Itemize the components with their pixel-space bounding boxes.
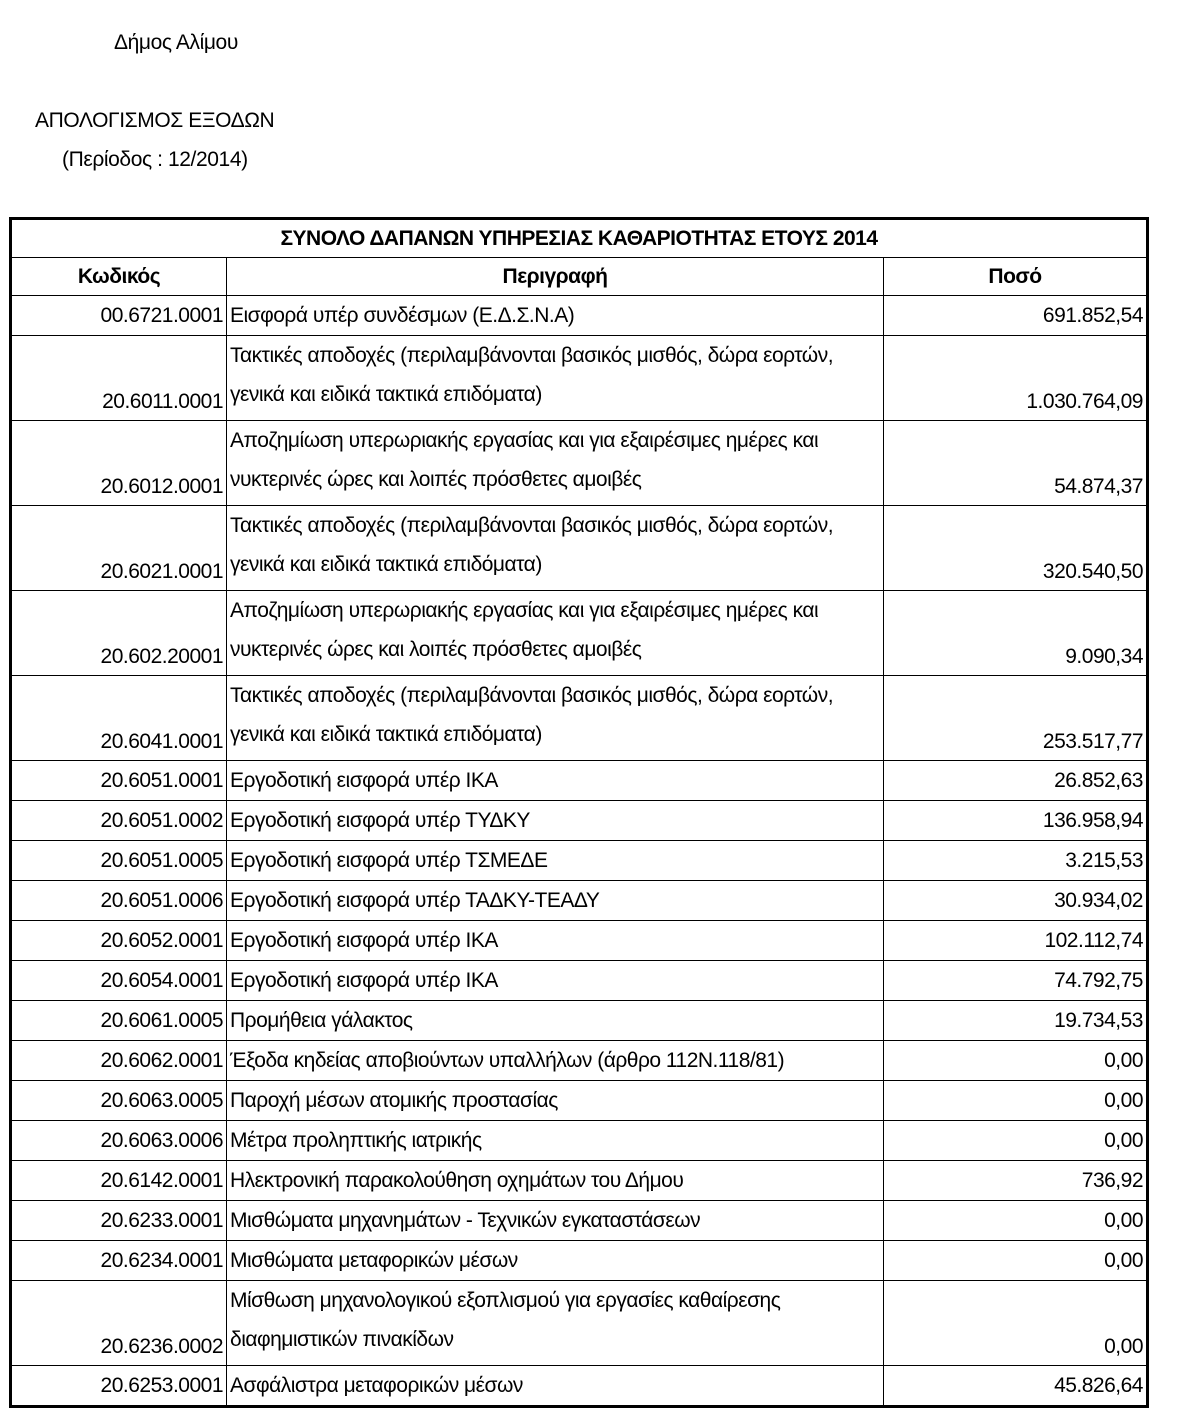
row-code: 20.6041.0001 [11,676,227,761]
row-code: 00.6721.0001 [11,296,227,336]
row-amount: 19.734,53 [884,1001,1148,1041]
table-row [11,1201,1148,1241]
table-row [11,1281,1148,1366]
row-description: Τακτικές αποδοχές (περιλαμβάνονται βασικός μισθός, δώρα εορτών, γενικά και ειδικά τακτικά επιδόματα) [227,676,884,761]
row-amount: 0,00 [884,1081,1148,1121]
row-amount: 691.852,54 [884,296,1148,336]
row-amount: 1.030.764,09 [884,336,1148,421]
row-description: Αποζημίωση υπερωριακής εργασίας και για εξαιρέσιμες ημέρες και νυκτερινές ώρες και λοιπές πρόσθετες αμοιβές [227,421,884,506]
row-code: 20.6142.0001 [11,1161,227,1201]
table-row [11,1121,1148,1161]
table-row [11,921,1148,961]
row-description: Παροχή μέσων ατομικής προστασίας [227,1081,884,1121]
row-description: Εργοδοτική εισφορά υπέρ ΤΣΜΕΔΕ [227,841,884,881]
row-code: 20.6011.0001 [11,336,227,421]
table-row [11,801,1148,841]
table-row [11,881,1148,921]
row-description: Εργοδοτική εισφορά υπέρ ΤΥΔΚΥ [227,801,884,841]
row-amount: 102.112,74 [884,921,1148,961]
row-description: Μισθώματα μηχανημάτων - Τεχνικών εγκαταστάσεων [227,1201,884,1241]
row-description: Τακτικές αποδοχές (περιλαμβάνονται βασικός μισθός, δώρα εορτών, γενικά και ειδικά τακτικά επιδόματα) [227,336,884,421]
row-amount: 0,00 [884,1121,1148,1161]
row-description: Εισφορά υπέρ συνδέσμων (Ε.Δ.Σ.Ν.Α) [227,296,884,336]
row-amount: 74.792,75 [884,961,1148,1001]
table-row [11,506,1148,591]
row-code: 20.6063.0006 [11,1121,227,1161]
row-description: Εργοδοτική εισφορά υπέρ ΙΚΑ [227,961,884,1001]
row-amount: 136.958,94 [884,801,1148,841]
table-row [11,336,1148,421]
row-description: Εργοδοτική εισφορά υπέρ ΙΚΑ [227,921,884,961]
table-row [11,296,1148,336]
table-title-row [11,219,1148,258]
row-description: Μίσθωση μηχανολογικού εξοπλισμού για εργασίες καθαίρεσης διαφημιστικών πινακίδων [227,1281,884,1366]
table-row [11,1041,1148,1081]
report-period: (Περίοδος : 12/2014) [62,148,248,171]
table-row [11,676,1148,761]
row-amount: 0,00 [884,1241,1148,1281]
row-code: 20.6234.0001 [11,1241,227,1281]
row-description: Τακτικές αποδοχές (περιλαμβάνονται βασικός μισθός, δώρα εορτών, γενικά και ειδικά τακτικά επιδόματα) [227,506,884,591]
row-code: 20.6233.0001 [11,1201,227,1241]
row-amount: 54.874,37 [884,421,1148,506]
municipality-name: Δήμος Αλίμου [114,31,238,54]
row-code: 20.6051.0005 [11,841,227,881]
row-amount: 736,92 [884,1161,1148,1201]
row-code: 20.6012.0001 [11,421,227,506]
row-code: 20.6051.0006 [11,881,227,921]
row-code: 20.6052.0001 [11,921,227,961]
table-row [11,1081,1148,1121]
column-header-row [11,258,1148,296]
column-header-code: Κωδικός [11,258,227,296]
row-description: Αποζημίωση υπερωριακής εργασίας και για εξαιρέσιμες ημέρες και νυκτερινές ώρες και λοιπές πρόσθετες αμοιβές [227,591,884,676]
row-amount: 45.826,64 [884,1366,1148,1407]
row-code: 20.6061.0005 [11,1001,227,1041]
table-row [11,841,1148,881]
table-row [11,1241,1148,1281]
row-code: 20.6054.0001 [11,961,227,1001]
table-row [11,1161,1148,1201]
row-description: Εργοδοτική εισφορά υπέρ ΤΑΔΚΥ-ΤΕΑΔΥ [227,881,884,921]
row-amount: 320.540,50 [884,506,1148,591]
row-description: Προμήθεια γάλακτος [227,1001,884,1041]
row-description: Έξοδα κηδείας αποβιούντων υπαλλήλων (άρθρο 112Ν.118/81) [227,1041,884,1081]
row-code: 20.602.20001 [11,591,227,676]
row-description: Ηλεκτρονική παρακολούθηση οχημάτων του Δήμου [227,1161,884,1201]
row-amount: 0,00 [884,1281,1148,1366]
row-code: 20.6062.0001 [11,1041,227,1081]
row-description: Μέτρα προληπτικής ιατρικής [227,1121,884,1161]
column-header-description: Περιγραφή [227,258,884,296]
row-description: Μισθώματα μεταφορικών μέσων [227,1241,884,1281]
row-code: 20.6051.0002 [11,801,227,841]
row-amount: 9.090,34 [884,591,1148,676]
table-row [11,761,1148,801]
report-title: ΑΠΟΛΟΓΙΣΜΟΣ ΕΞΟΔΩΝ [35,109,275,132]
row-code: 20.6051.0001 [11,761,227,801]
table-row [11,961,1148,1001]
table-row [11,1366,1148,1407]
expenses-table [9,217,1149,1408]
row-code: 20.6063.0005 [11,1081,227,1121]
row-code: 20.6021.0001 [11,506,227,591]
row-code: 20.6253.0001 [11,1366,227,1407]
row-amount: 26.852,63 [884,761,1148,801]
row-description: Ασφάλιστρα μεταφορικών μέσων [227,1366,884,1407]
row-code: 20.6236.0002 [11,1281,227,1366]
row-amount: 30.934,02 [884,881,1148,921]
row-amount: 3.215,53 [884,841,1148,881]
row-amount: 0,00 [884,1201,1148,1241]
table-row [11,591,1148,676]
row-amount: 0,00 [884,1041,1148,1081]
table-row [11,1001,1148,1041]
table-title: ΣΥΝΟΛΟ ΔΑΠΑΝΩΝ ΥΠΗΡΕΣΙΑΣ ΚΑΘΑΡΙΟΤΗΤΑΣ ΕΤΟΥΣ 2014 [11,219,1148,258]
table-row [11,421,1148,506]
column-header-amount: Ποσό [884,258,1148,296]
row-description: Εργοδοτική εισφορά υπέρ ΙΚΑ [227,761,884,801]
row-amount: 253.517,77 [884,676,1148,761]
